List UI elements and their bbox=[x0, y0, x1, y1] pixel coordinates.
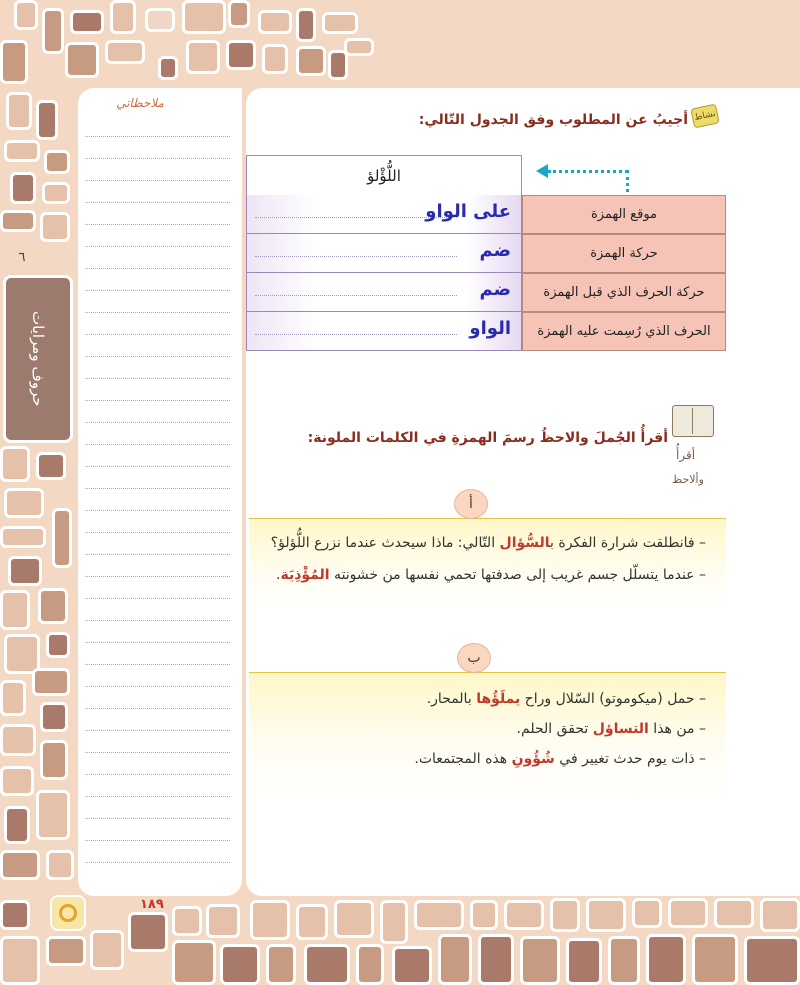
highlighted-word: التساؤل bbox=[592, 721, 649, 737]
book-icon bbox=[672, 405, 714, 437]
sentence: – حمل (ميكوموتو) السّلال وراح يملَؤُها بالمحار. bbox=[426, 691, 706, 707]
answer-text: على الواو bbox=[425, 201, 511, 222]
sentence: – من هذا التساؤل تحقق الحلم. bbox=[516, 721, 706, 737]
notes-title: ملاحظاتي bbox=[116, 96, 164, 110]
table-label-cell: موقع الهمزة bbox=[522, 195, 726, 234]
box-marker-a: أ bbox=[454, 489, 488, 519]
highlighted-word: المُؤْذِيَة bbox=[280, 567, 330, 583]
sentence: – ذات يوم حدث تغيير في شُؤُونِ هذه المجتمعات. bbox=[414, 751, 706, 767]
table-label-cell: حركة الهمزة bbox=[522, 234, 726, 273]
sentence-box-b bbox=[249, 672, 726, 802]
box-marker-b: ب bbox=[457, 643, 491, 673]
arrow-line bbox=[548, 170, 628, 173]
sentence-box-a bbox=[249, 518, 726, 616]
highlighted-word: السُّؤال bbox=[499, 535, 551, 551]
highlighted-word: شُؤُونِ bbox=[511, 751, 555, 767]
table-answer-cell bbox=[246, 312, 522, 351]
sentence: – فانطلقت شرارة الفكرة بالسُّؤال التّالي: ماذا سيحدث عندما نزرع اللُّؤلؤ؟ bbox=[270, 535, 706, 551]
table-answer-cell bbox=[246, 195, 522, 234]
table-header-spacer bbox=[522, 155, 726, 195]
observe-label: وألاحظ bbox=[672, 473, 704, 486]
sentence: – عندما يتسلّل جسم غريب إلى صدفتها تحمي نفسها من خشونته المُؤْذِيَة. bbox=[276, 567, 706, 583]
read-label: أقرأُ bbox=[676, 448, 696, 462]
table-label-cell: الحرف الذي رُسِمت عليه الهمزة bbox=[522, 312, 726, 351]
unit-number: ٦ bbox=[18, 250, 26, 265]
table-word-cell: اللُّؤْلؤ bbox=[246, 155, 522, 195]
highlighted-word: يملَؤُها bbox=[476, 691, 521, 707]
answer-text: ضم bbox=[479, 240, 511, 261]
table-answer-cell bbox=[246, 273, 522, 312]
arrow-left-icon bbox=[536, 164, 548, 178]
read-observe-heading: أقرأُ الجُملَ والاحظُ رسمَ الهمزةِ في الكلمات الملونة: bbox=[307, 430, 668, 446]
page-number: ١٨٩ bbox=[140, 897, 164, 912]
activity-icon-label: نشاط bbox=[693, 108, 717, 124]
answer-text: الواو bbox=[469, 318, 511, 339]
arrow-line-vertical bbox=[626, 170, 629, 192]
table-heading: أجيبُ عن المطلوب وفق الجدول التّالي: bbox=[418, 112, 688, 128]
table-answer-cell bbox=[246, 234, 522, 273]
answer-text: ضم bbox=[479, 279, 511, 300]
unit-tab bbox=[3, 275, 73, 443]
table-label-cell: حركة الحرف الذي قبل الهمزة bbox=[522, 273, 726, 312]
unit-title: حروف ومرايات bbox=[29, 311, 47, 407]
publisher-logo bbox=[50, 895, 86, 931]
